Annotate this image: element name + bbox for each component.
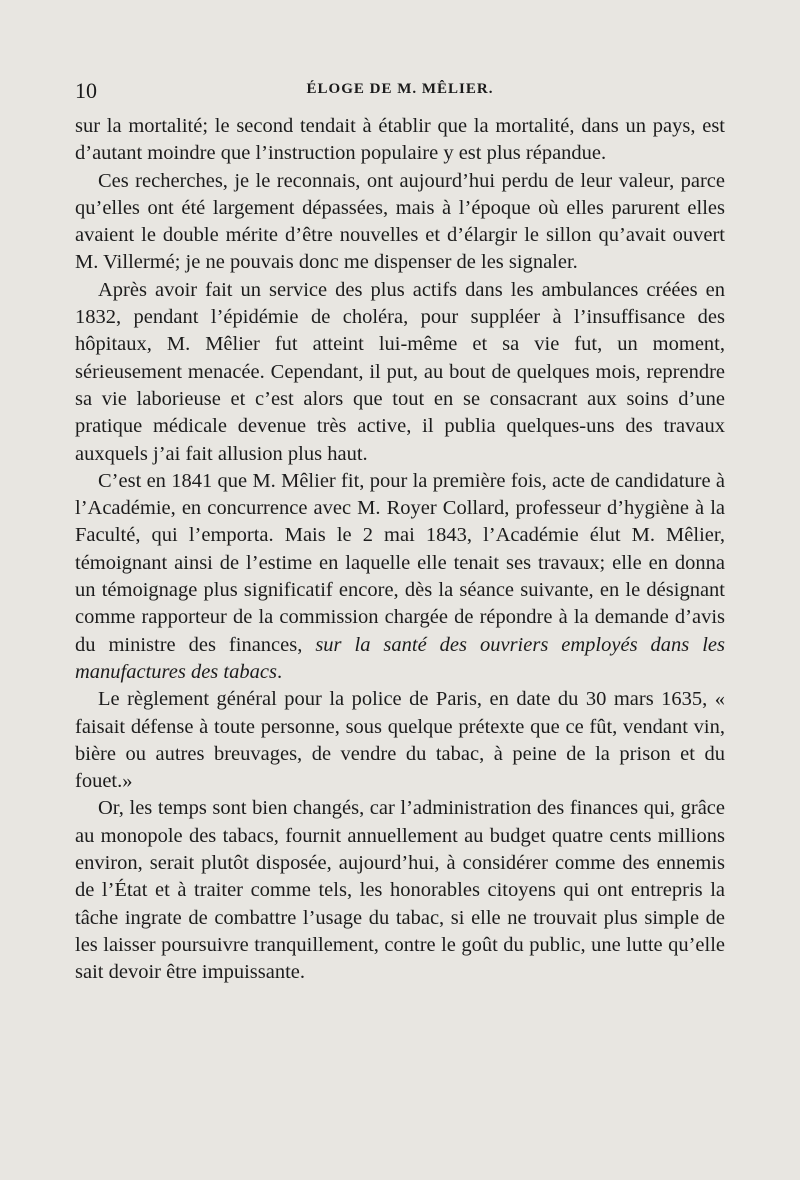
running-title: ÉLOGE DE M. MÊLIER. <box>306 81 494 97</box>
page-number: 10 <box>75 78 97 103</box>
paragraph-4-italic-title: sur la santé des ouvriers employés dans les manufactures des tabacs <box>75 633 725 683</box>
paragraph-4 <box>75 468 725 686</box>
paragraph-3: Après avoir fait un service des plus actifs dans les ambulances créées en 1832, pendant l’épidémie de choléra, pour suppléer à l’insuffisance des hôpitaux, M. Mêlier fut atteint lui-même et sa vie fut, un moment, sérieusement menacée. Cependant, il put, au bout de quelques mois, reprendre sa vie laborieuse et c’est alors que tout en se consacrant aux soins d’une pratique médicale devenue très active, il publia quelques-uns des travaux auxquels j’ai fait allusion plus haut. <box>75 278 725 465</box>
paragraph-4-text: C’est en 1841 que M. Mêlier fit, pour la première fois, acte de candidature à l’Académie, en concurrence avec M. Royer Collard, professeur d’hygiène à la Faculté, qui l’emporta. Mais le 2 mai 1843, l’Académie élut M. Mêlier, témoignant ainsi de l’estime en laquelle elle tenait ses travaux; elle en donna un témoignage plus significatif encore, dès la séance suivante, en le désignant comme rapporteur de la commission chargée de répondre à la demande d’avis du ministre des finances, <box>75 469 725 656</box>
body-text <box>75 113 725 987</box>
paragraph-5: Le règlement général pour la police de Paris, en date du 30 mars 1635, « faisait défense à toute personne, sous quelque prétexte que ce fût, vendant vin, bière ou autres breuvages, de vendre du tabac, à peine de la prison et du fouet.» <box>75 688 725 793</box>
paragraph-4-end: . <box>276 660 283 683</box>
paragraph-6: Or, les temps sont bien changés, car l’administration des finances qui, grâce au monopole des tabacs, fournit annuellement au budget quatre cents millions environ, serait plutôt disposée, aujourd’hui, à considérer comme des ennemis de l’État et à traiter comme tels, les honorables citoyens qui ont entrepris la tâche ingrate de combattre l’usage du tabac, si elle ne trouvait plus simple de les laisser poursuivre tranquillement, contre le goût du public, une lutte qu’elle sait devoir être impuissante. <box>75 797 725 984</box>
paragraph-1: sur la mortalité; le second tendait à établir que la mortalité, dans un pays, est d’autant moindre que l’instruction populaire y est plus répandue. <box>75 115 725 165</box>
running-head <box>75 78 725 102</box>
paragraph-2: Ces recherches, je le reconnais, ont aujourd’hui perdu de leur valeur, parce qu’elles ont été largement dépassées, mais à l’époque où elles parurent elles avaient le double mérite d’être nouvelles et d’élargir le sillon qu’avait ouvert M. Villermé; je ne pouvais donc me dispenser de les signaler. <box>75 169 725 274</box>
